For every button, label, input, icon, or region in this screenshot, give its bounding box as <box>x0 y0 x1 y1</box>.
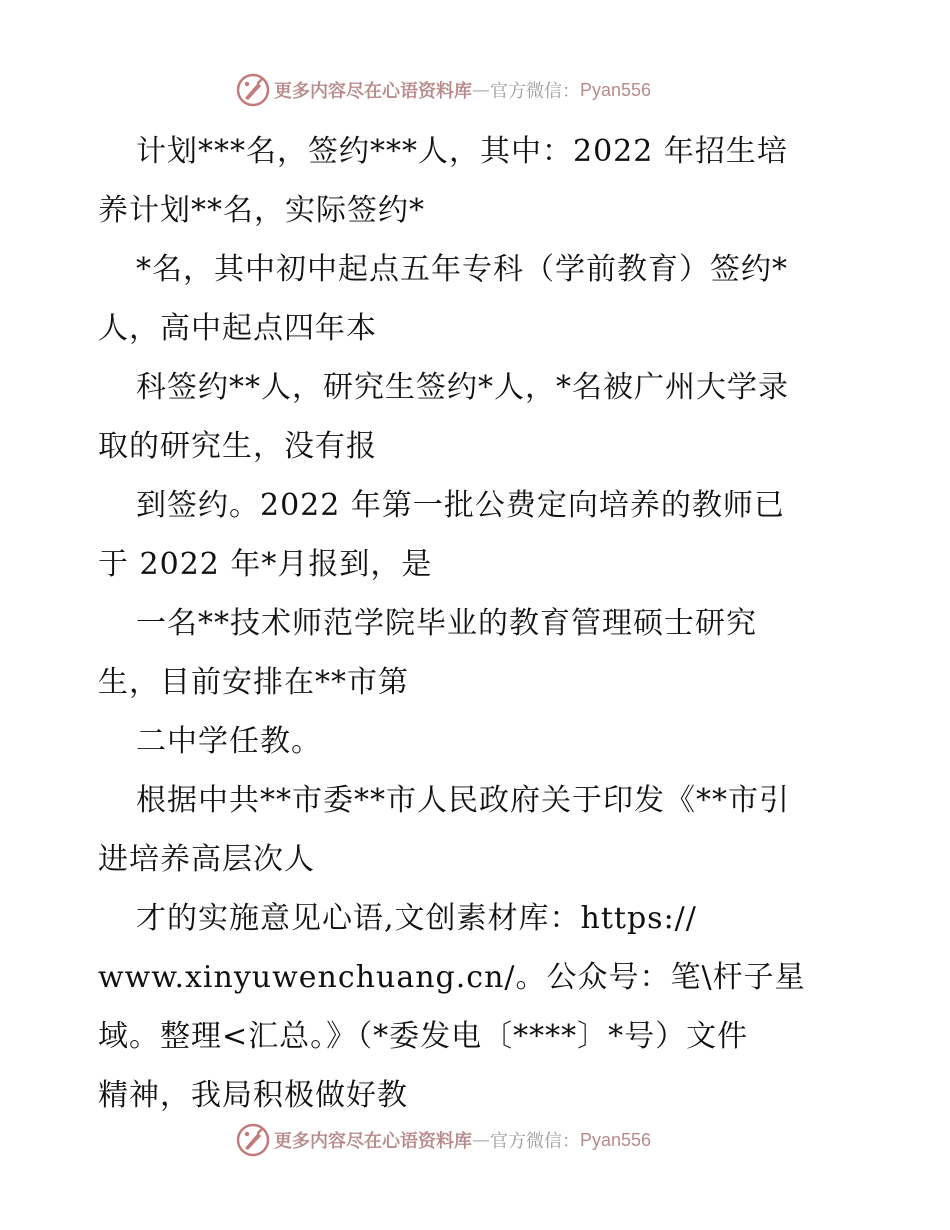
footer-banner-dash: — <box>472 1129 490 1151</box>
text-line-3: *名，其中初中起点五年专科（学前教育）签约* <box>136 252 788 287</box>
footer-wechat-id: Pyan556 <box>580 1129 652 1150</box>
text-line-7: 到签约。2022 年第一批公费定向培养的教师已 <box>136 488 785 523</box>
footer-banner-text: 更多内容尽在心语资料库 <box>274 1131 472 1152</box>
footer-official-label: 官方微信： <box>490 1131 580 1152</box>
header-banner-dash: — <box>472 79 490 101</box>
header-official-label: 官方微信： <box>490 81 580 102</box>
text-line-14: 才的实施意见心语,文创素材库：https:// <box>136 901 697 936</box>
footer-banner <box>236 1122 716 1158</box>
text-line-16: 域。整理<汇总。》（*委发电〔****〕*号）文件 <box>98 1019 749 1054</box>
header-banner-text: 更多内容尽在心语资料库 <box>274 81 472 102</box>
text-line-9: 一名**技术师范学院毕业的教育管理硕士研究 <box>136 606 757 641</box>
text-line-4: 人，高中起点四年本 <box>98 311 377 346</box>
text-line-15: www.xinyuwenchuang.cn/。公众号：笔\杆子星 <box>98 960 806 995</box>
header-wechat-id: Pyan556 <box>580 79 652 100</box>
text-line-17: 精神，我局积极做好教 <box>98 1078 408 1113</box>
text-line-10: 生，目前安排在**市第 <box>98 665 409 700</box>
quill-pen-logo-icon <box>236 1123 270 1157</box>
text-line-2: 养计划**名，实际签约* <box>98 193 425 228</box>
text-line-1: 计划***名，签约***人，其中：2022 年招生培 <box>136 134 788 169</box>
text-line-12: 根据中共**市委**市人民政府关于印发《**市引 <box>136 783 790 818</box>
header-banner <box>236 72 716 108</box>
text-line-6: 取的研究生，没有报 <box>98 429 377 464</box>
text-line-13: 进培养高层次人 <box>98 842 315 877</box>
text-line-8: 于 2022 年*月报到，是 <box>98 547 433 582</box>
document-body <box>98 122 858 1125</box>
text-line-5: 科签约**人，研究生签约*人，*名被广州大学录 <box>136 370 789 405</box>
quill-pen-logo-icon <box>236 73 270 107</box>
text-line-11: 二中学任教。 <box>136 724 322 759</box>
